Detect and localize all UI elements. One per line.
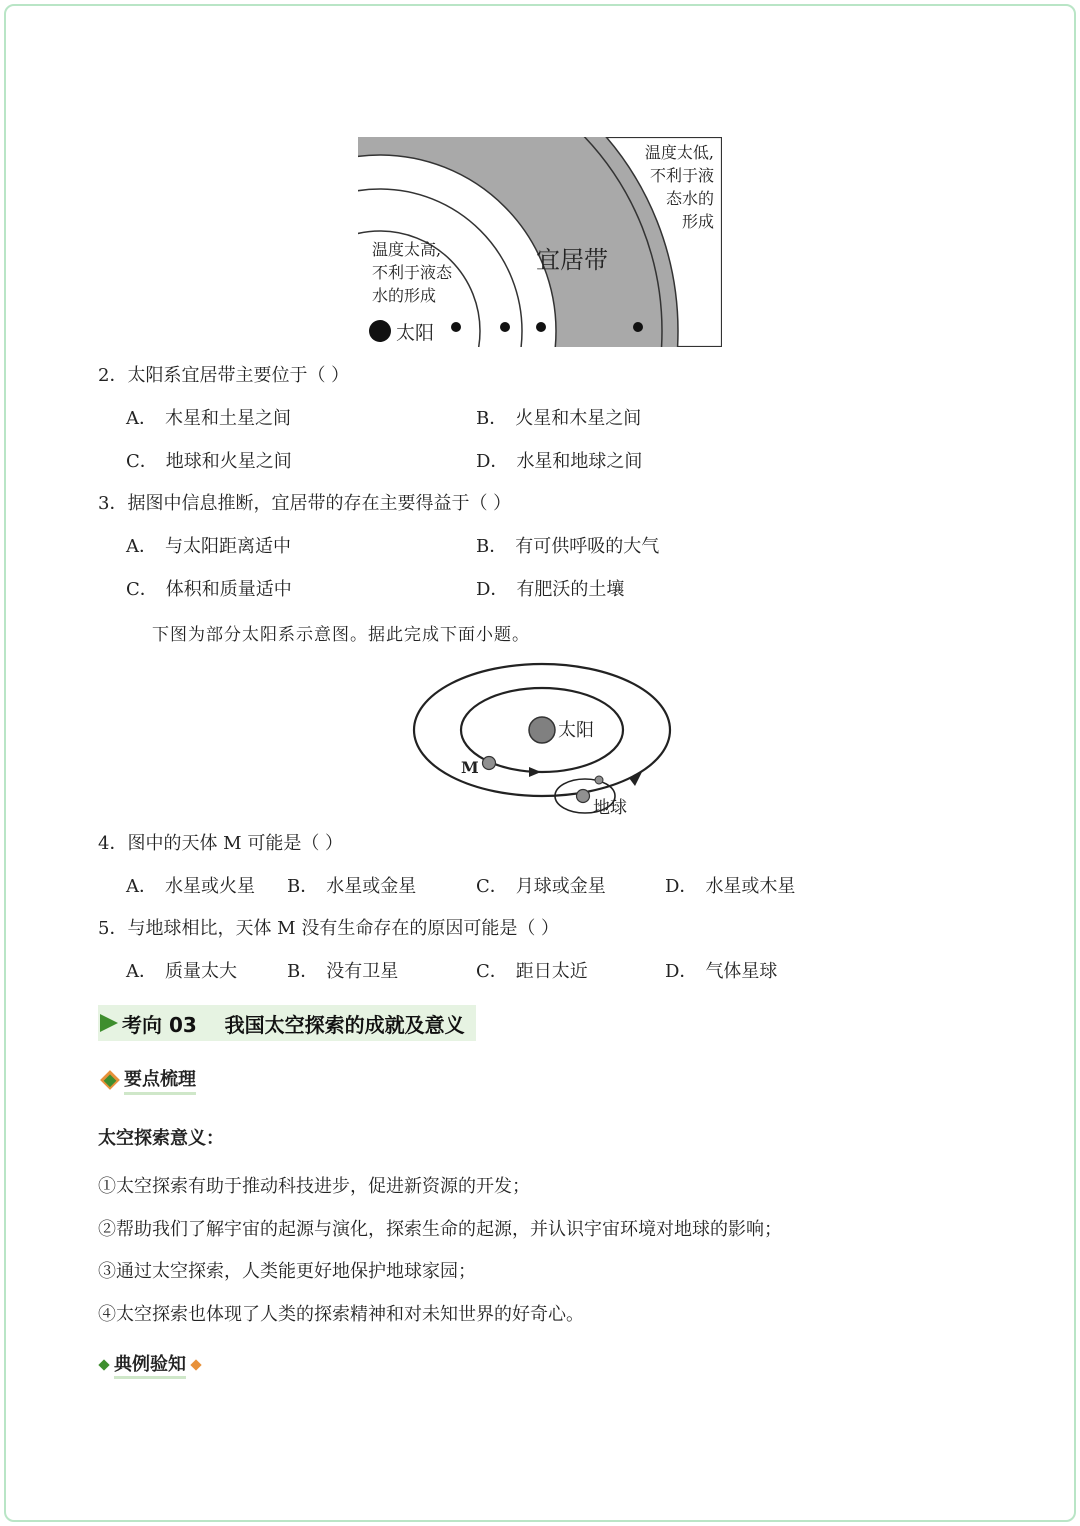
point-2: ②帮助我们了解宇宙的起源与演化，探索生命的起源，并认识宇宙环境对地球的影响；: [98, 1219, 782, 1240]
key-points-label: 要点梳理: [124, 1065, 196, 1095]
diamond-badge-icon: [98, 1068, 122, 1092]
option-5a[interactable]: A． 质量太大: [126, 961, 237, 982]
hot-text-2: 不利于液态: [372, 263, 453, 282]
sun-circle: [529, 717, 555, 743]
habitable-zone-figure: [358, 137, 722, 347]
earth-label: 地球: [593, 798, 627, 818]
option-5b[interactable]: B． 没有卫星: [287, 961, 399, 982]
option-4c[interactable]: C． 月球或金星: [476, 876, 606, 897]
examples-label: 典例验知: [114, 1350, 186, 1379]
option-5d[interactable]: D． 气体星球: [665, 961, 778, 982]
sun-label: 太阳: [396, 322, 435, 344]
option-3a[interactable]: A． 与太阳距离适中: [126, 536, 291, 557]
content-title: 太空探索意义：: [98, 1128, 224, 1149]
arrow-inner: [529, 767, 541, 777]
sun-dot: [369, 320, 391, 342]
point-3: ③通过太空探索，人类能更好地保护地球家园；: [98, 1261, 476, 1282]
intro-text: 下图为部分太阳系示意图。据此完成下面小题。: [152, 625, 530, 645]
hot-text-1: 温度太高,: [372, 240, 442, 259]
option-2d[interactable]: D． 水星和地球之间: [476, 451, 643, 472]
option-3d[interactable]: D． 有肥沃的土壤: [476, 579, 625, 600]
planet-dot: [451, 322, 461, 332]
planet-dot: [536, 322, 546, 332]
solar-system-figure: [405, 660, 680, 820]
option-2c[interactable]: C． 地球和火星之间: [126, 451, 292, 472]
option-3b[interactable]: B． 有可供呼吸的大气: [476, 536, 660, 557]
planet-m: [483, 757, 496, 770]
option-3c[interactable]: C． 体积和质量适中: [126, 579, 292, 600]
section-title: 考向 03 我国太空探索的成就及意义: [122, 1012, 465, 1037]
point-1: ①太空探索有助于推动科技进步，促进新资源的开发；: [98, 1176, 530, 1197]
sun-label-2: 太阳: [558, 720, 594, 741]
play-arrow-icon: [100, 1014, 118, 1032]
option-2a[interactable]: A． 木星和土星之间: [126, 408, 291, 429]
cold-text-4: 形成: [681, 212, 714, 231]
option-4a[interactable]: A． 水星或火星: [126, 876, 255, 897]
planet-dot: [633, 322, 643, 332]
question-5: 5．与地球相比，天体 M 没有生命存在的原因可能是（ ）: [98, 918, 560, 939]
question-4: 4．图中的天体 M 可能是（ ）: [98, 833, 344, 854]
option-2b[interactable]: B． 火星和木星之间: [476, 408, 642, 429]
question-3: 3．据图中信息推断，宜居带的存在主要得益于（ ）: [98, 493, 512, 514]
orange-diamond-icon: [190, 1359, 201, 1370]
cold-text-1: 温度太低,: [644, 143, 714, 162]
cold-text-3: 态水的: [665, 189, 714, 208]
option-4b[interactable]: B． 水星或金星: [287, 876, 417, 897]
green-diamond-icon: [98, 1359, 109, 1370]
zone-label: 宜居带: [536, 246, 608, 274]
section-header: [98, 1005, 476, 1041]
planet-dot: [500, 322, 510, 332]
m-label: M: [461, 758, 479, 777]
question-2: 2．太阳系宜居带主要位于（ ）: [98, 365, 350, 386]
option-4d[interactable]: D． 水星或木星: [665, 876, 796, 897]
option-5c[interactable]: C． 距日太近: [476, 961, 588, 982]
cold-text-2: 不利于液: [649, 166, 714, 185]
examples-heading: [98, 1350, 206, 1379]
moon-circle: [595, 776, 603, 784]
key-points-heading: [98, 1066, 196, 1094]
earth-circle: [577, 790, 590, 803]
point-4: ④太空探索也体现了人类的探索精神和对未知世界的好奇心。: [98, 1304, 584, 1325]
hot-text-3: 水的形成: [372, 286, 437, 305]
